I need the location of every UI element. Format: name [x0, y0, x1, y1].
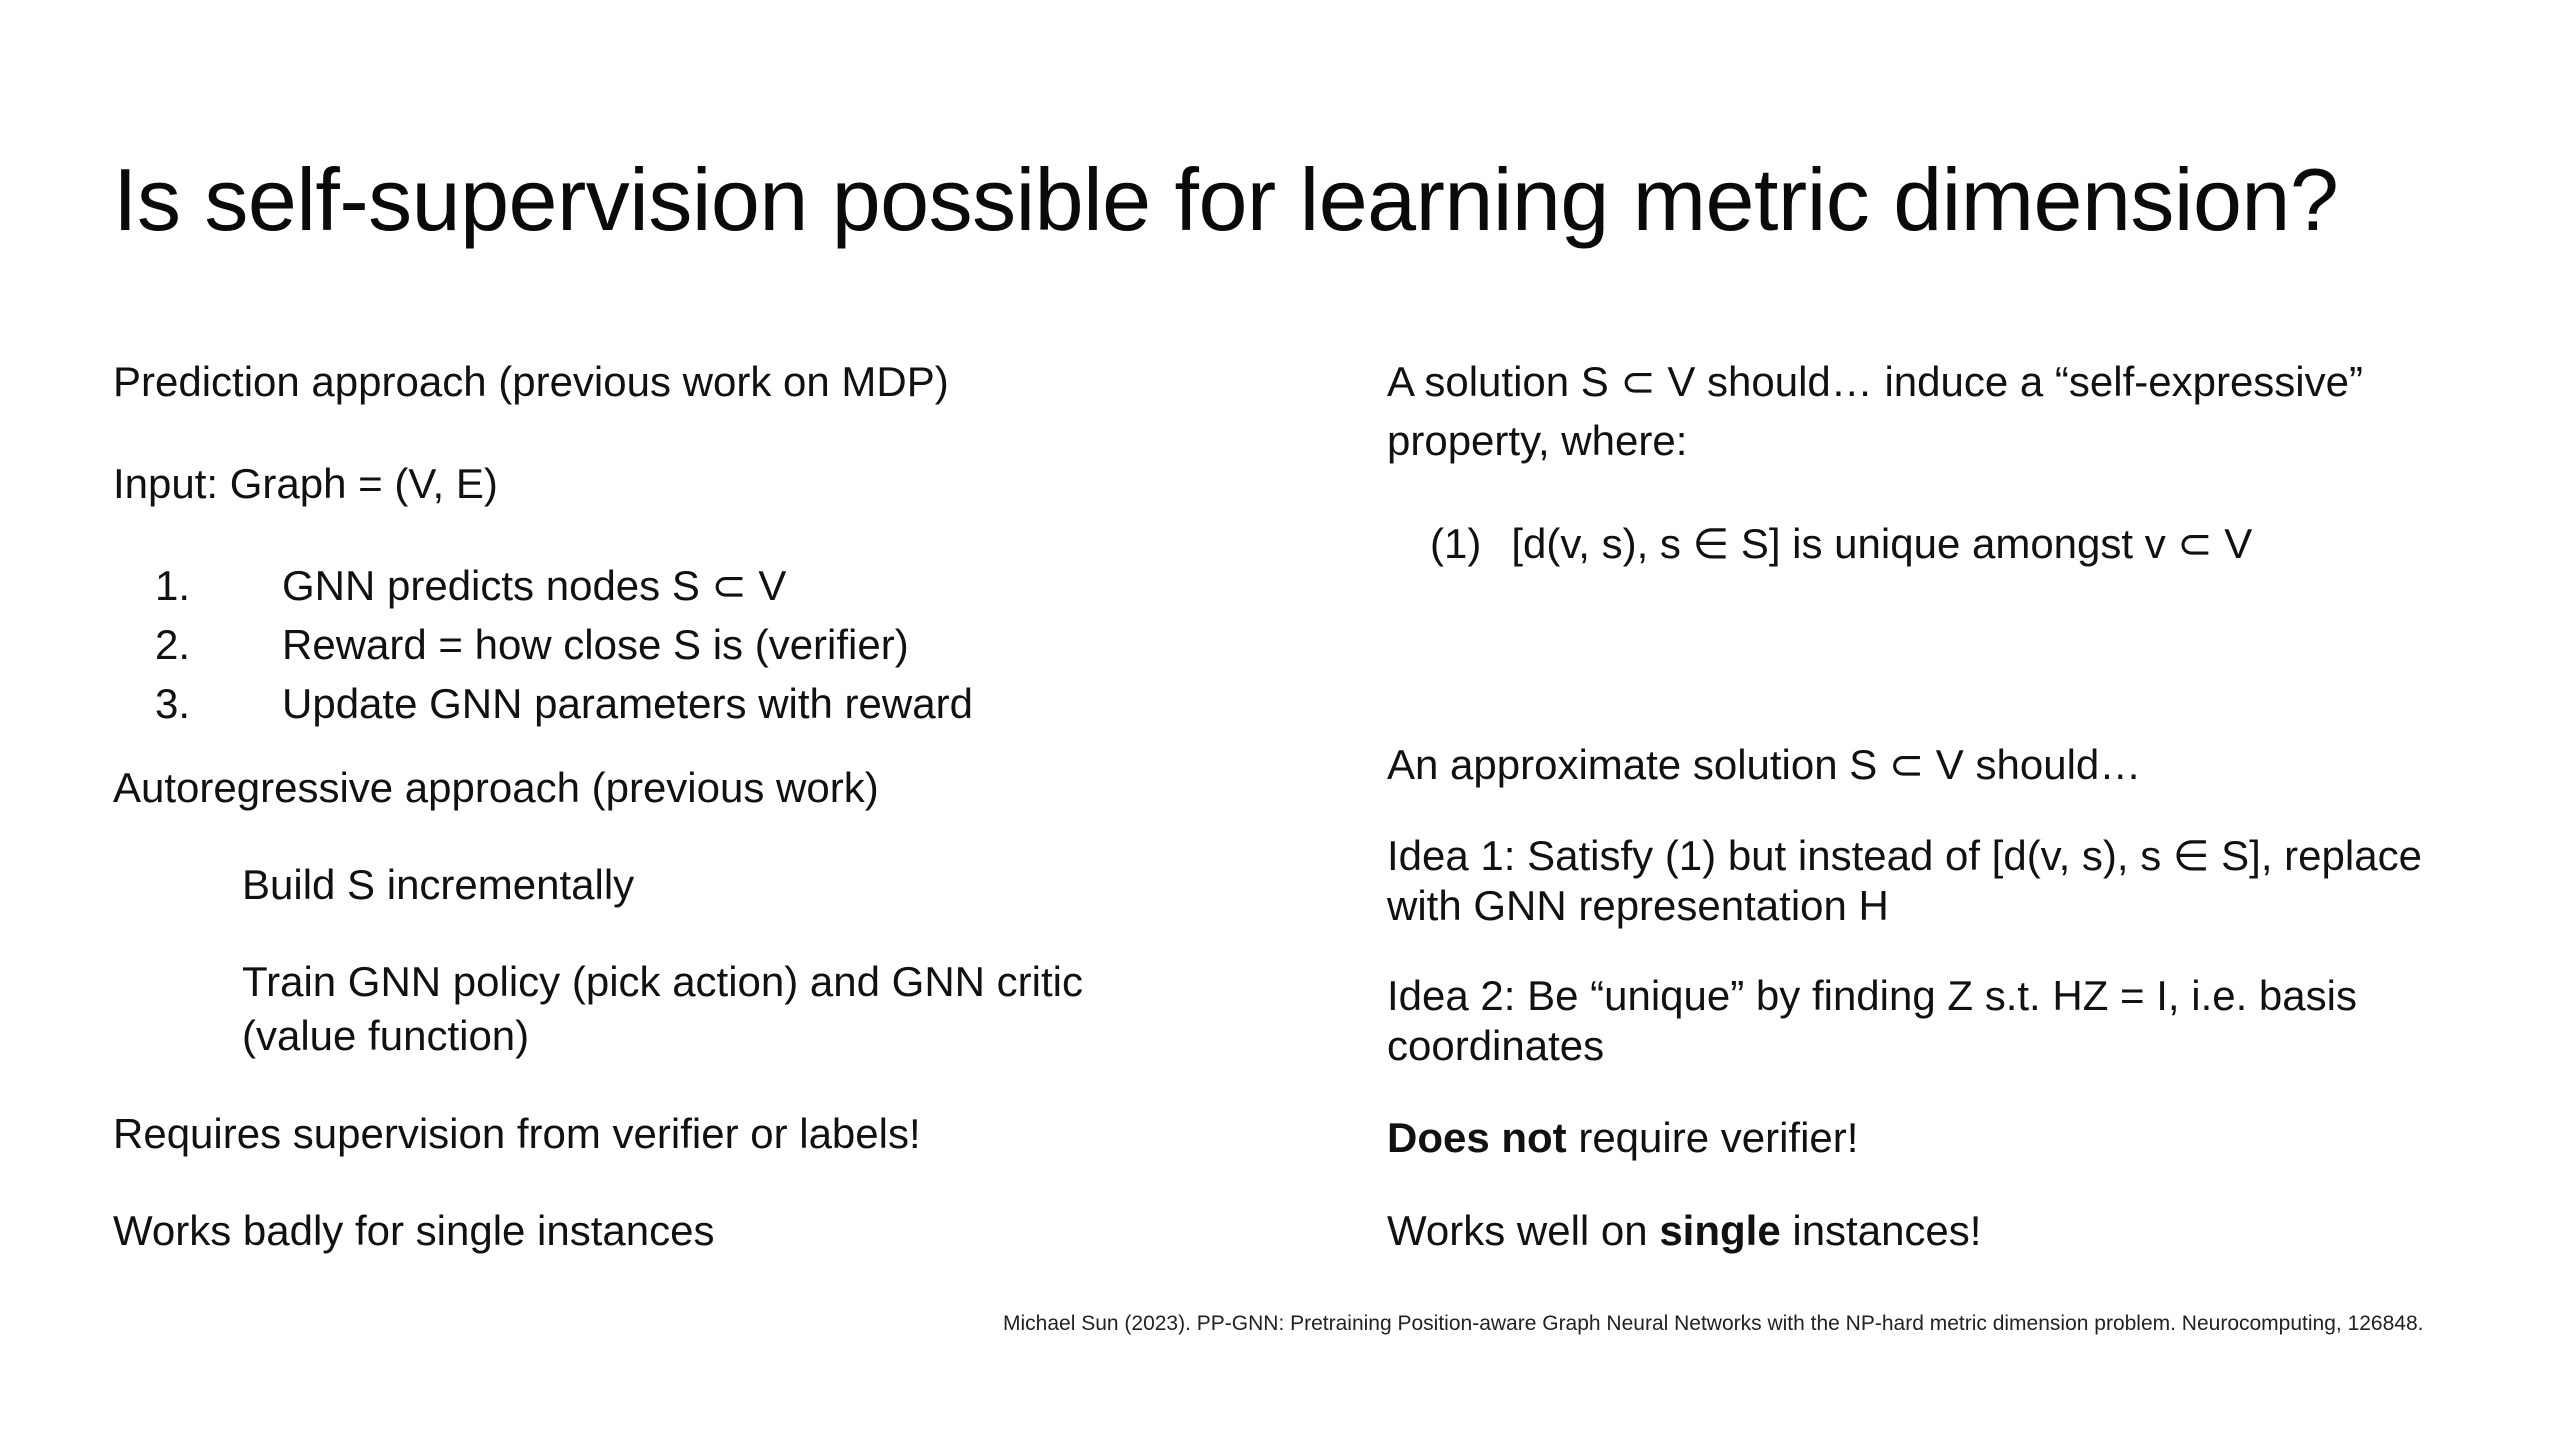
works-well-post: instances!	[1780, 1207, 1982, 1254]
list-item-1	[155, 560, 786, 613]
idea-1-line-1: Idea 1: Satisfy (1) but instead of [d(v, s), s ∈ S], replace	[1387, 832, 2422, 879]
list-item-2	[155, 619, 909, 672]
list-number: 2.	[155, 621, 191, 668]
requires-supervision-line: Requires supervision from verifier or labels!	[113, 1110, 921, 1157]
idea-2-line-1: Idea 2: Be “unique” by finding Z s.t. HZ = I, i.e. basis	[1387, 972, 2357, 1019]
solution-line-1: A solution S ⊂ V should… induce a “self-expressive”	[1387, 358, 2363, 405]
train-gnn-line-1: Train GNN policy (pick action) and GNN critic	[242, 958, 1083, 1005]
condition-number: (1)	[1430, 520, 1482, 567]
list-text: Update GNN parameters with reward	[282, 680, 973, 727]
works-badly-line: Works badly for single instances	[113, 1207, 715, 1254]
solution-line-2: property, where:	[1387, 417, 1688, 464]
no-verifier-line	[1387, 1112, 1858, 1165]
list-text: Reward = how close S is (verifier)	[282, 621, 909, 668]
citation: Michael Sun (2023). PP-GNN: Pretraining Position-aware Graph Neural Networks with the NP-hard metric dimension problem. Neurocomputing, 126848.	[1003, 1312, 2424, 1335]
list-item-3	[155, 678, 973, 731]
slide-title: Is self-supervision possible for learning metric dimension?	[113, 150, 2339, 249]
works-well-bold: single	[1659, 1207, 1781, 1254]
no-verifier-rest: require verifier!	[1566, 1114, 1859, 1161]
condition-item	[1430, 518, 2252, 571]
works-well-line	[1387, 1205, 1981, 1258]
approximate-solution-line: An approximate solution S ⊂ V should…	[1387, 741, 2142, 788]
idea-2-line-2: coordinates	[1387, 1022, 1605, 1069]
idea-1-line-2: with GNN representation H	[1387, 882, 1889, 929]
prediction-approach-heading: Prediction approach (previous work on MDP)	[113, 358, 949, 405]
no-verifier-bold: Does not	[1387, 1114, 1567, 1161]
list-text: GNN predicts nodes S ⊂ V	[282, 562, 787, 609]
build-incrementally-line: Build S incrementally	[242, 861, 635, 908]
condition-text: [d(v, s), s ∈ S] is unique amongst v ⊂ V	[1511, 520, 2253, 567]
autoregressive-approach-heading: Autoregressive approach (previous work)	[113, 764, 879, 811]
list-number: 1.	[155, 562, 191, 609]
input-graph-line: Input: Graph = (V, E)	[113, 460, 498, 507]
works-well-pre: Works well on	[1387, 1207, 1660, 1254]
list-number: 3.	[155, 680, 191, 727]
train-gnn-line-2: (value function)	[242, 1012, 530, 1059]
